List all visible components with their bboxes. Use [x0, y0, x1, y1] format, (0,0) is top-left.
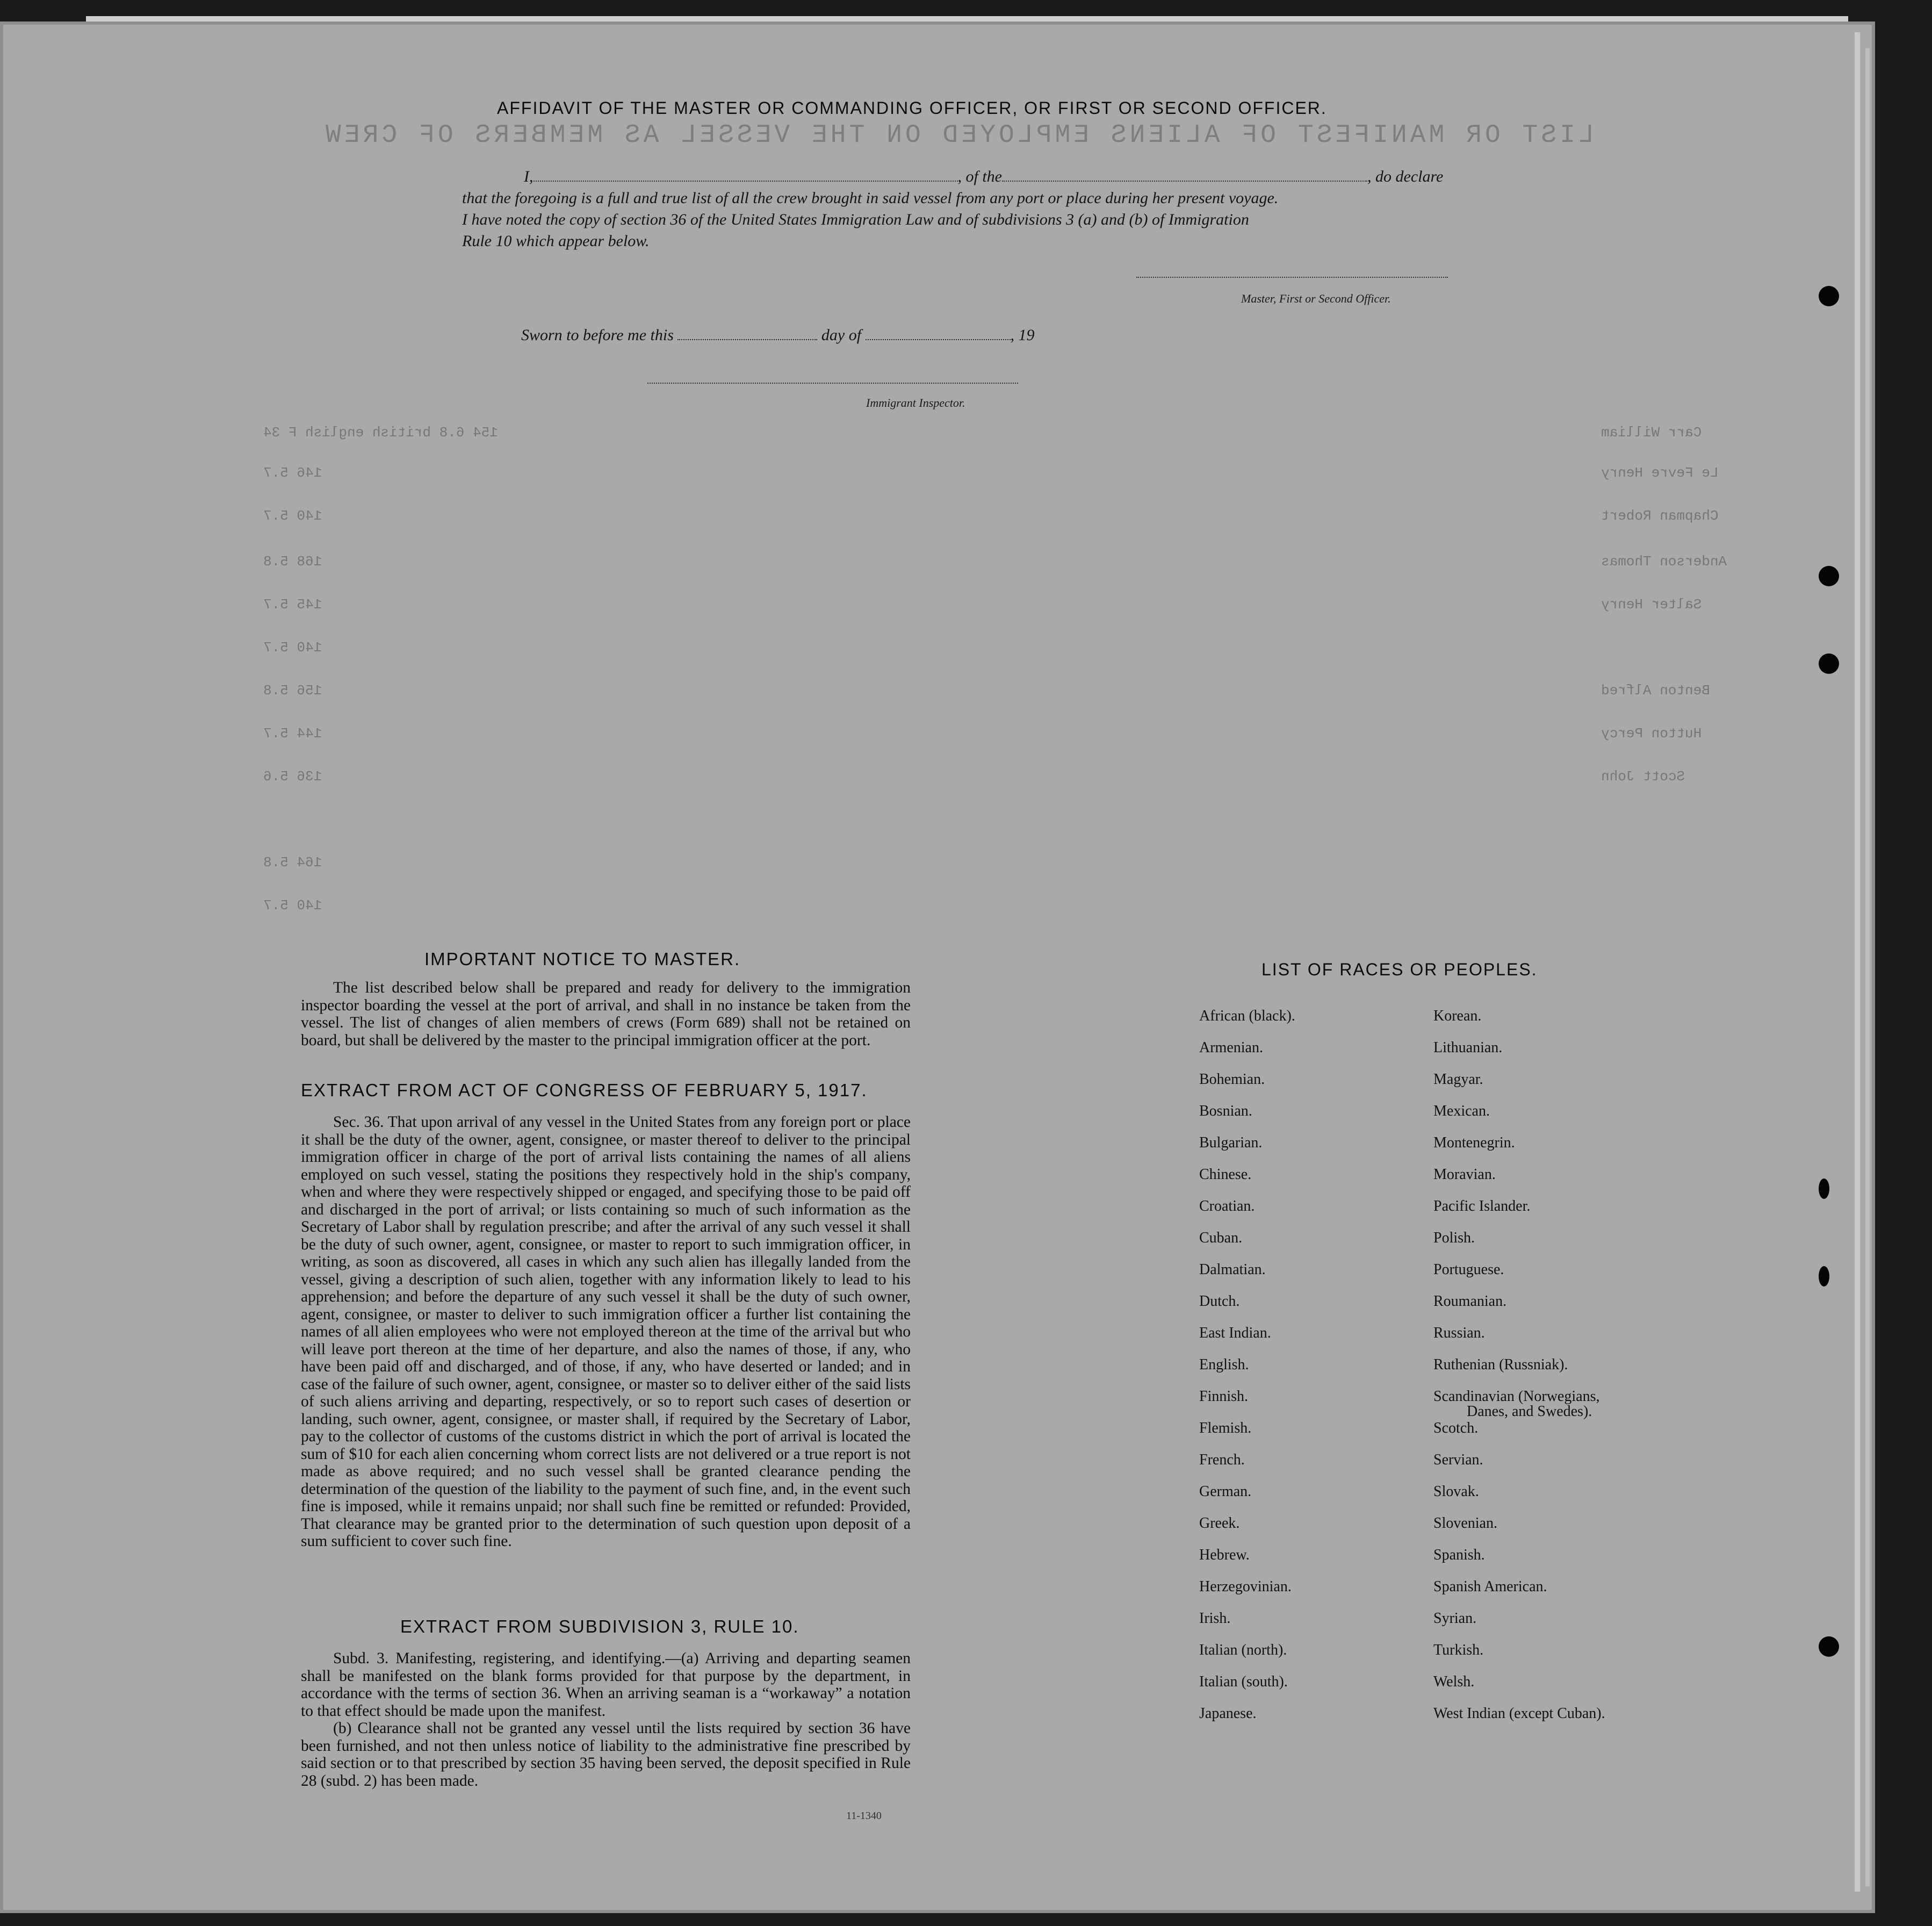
inspector-label: Immigrant Inspector. — [866, 396, 965, 409]
page-edge-right-back — [1865, 48, 1870, 1886]
race-item: Servian. — [1433, 1451, 1483, 1468]
race-item: Korean. — [1433, 1008, 1482, 1024]
form-number: 11-1340 — [846, 1810, 882, 1822]
race-item: Polish. — [1433, 1230, 1475, 1246]
race-item: Slovak. — [1433, 1483, 1479, 1500]
affidavit-do-declare: , do declare — [1367, 168, 1444, 185]
sworn-month-blank[interactable] — [866, 339, 1011, 340]
affidavit-line-4: Rule 10 which appear below. — [462, 232, 650, 250]
race-item: Russian. — [1433, 1325, 1485, 1341]
rule-heading: EXTRACT FROM SUBDIVISION 3, RULE 10. — [400, 1616, 799, 1636]
sworn-day-blank[interactable] — [677, 339, 817, 340]
race-item: Magyar. — [1433, 1071, 1483, 1088]
race-item: Greek. — [1199, 1515, 1240, 1532]
race-item: Moravian. — [1433, 1166, 1496, 1183]
race-item: Bohemian. — [1199, 1071, 1265, 1088]
act-text: Sec. 36. That upon arrival of any vessel in the United States from any foreign port or place it shall be the duty of the owner, agent, consignee, or master thereof to deliver to the principal immigration officer in charge of the port of arrival lists containing the names of all aliens employed on such vessel, stating the positions they respectively hold in the ship's company, when and where they were respectively shipped or engaged, and specifying those to be paid off and discharged in the port of arrival; or lists containing so much of such information as the Secretary of Labor shall by regulation prescribe; and after the arrival of any such vessel it shall be the duty of such owner, agent, consignee, or master to report to such immigration officer, in writing, as soon as discovered, all cases in which any such alien has illegally landed from the vessel, giving a description of such alien, together with any information likely to lead to his apprehension; and before the departure of any such vessel it shall be the duty of such owner, agent, consignee, or master to deliver to such immigration officer a further list containing the names of all alien employees who were not employed thereon at the time of the arrival but who will leave port thereon at the time of her departure, and also the names of those, if any, who have been paid off and discharged, and of those, if any, who have deserted or landed; and in case of the failure of such owner, agent, consignee, or master so to deliver either of the said lists of such aliens arriving and departing, respectively, or so to report such cases of desertion or landing, such owner, agent, consignee, or master shall, if required by the Secretary of Labor, pay to the collector of customs of the customs district in which the port of arrival is located the sum of $10 for each alien concerning whom correct lists are not delivered or a true report is not made as above required; and no such vessel shall be granted clearance pending the determination of the question of the liability to the payment of such fine, and, in the event such fine is imposed, while it remains unpaid; nor shall such fine be remitted or refunded: Provided, That clearance may be granted prior to the determination of such question upon deposit of a sum sufficient to cover such fine. — [301, 1113, 911, 1550]
affidavit-i: I, — [524, 168, 534, 185]
race-item: Japanese. — [1199, 1705, 1257, 1722]
race-item: Dalmatian. — [1199, 1261, 1266, 1278]
page-edge-right — [1855, 32, 1860, 1892]
race-item: Finnish. — [1199, 1388, 1249, 1405]
race-item: Cuban. — [1199, 1230, 1243, 1246]
race-item: Syrian. — [1433, 1610, 1477, 1627]
affidavit-line-3: I have noted the copy of section 36 of the United States Immigration Law and of subdivisions 3 (a) and (b) of Immigration — [462, 211, 1249, 228]
race-item: East Indian. — [1199, 1325, 1271, 1341]
affidavit-heading: AFFIDAVIT OF THE MASTER OR COMMANDING OFFICER, OR FIRST OR SECOND OFFICER. — [497, 98, 1327, 118]
race-item: Chinese. — [1199, 1166, 1252, 1183]
race-item: Hebrew. — [1199, 1547, 1250, 1563]
race-item: West Indian (except Cuban). — [1433, 1705, 1605, 1722]
race-item: English. — [1199, 1356, 1249, 1373]
punch-hole — [1819, 653, 1839, 674]
rule-text-a: Subd. 3. Manifesting, registering, and identifying.—(a) Arriving and departing seamen shall be manifested on the blank forms provided for that purpose by the department, in accordance with the terms of section 36. When an arriving seaman is a “workaway” a notation to that effect should be made upon the manifest. — [301, 1650, 911, 1720]
race-item: Scotch. — [1433, 1420, 1479, 1436]
officer-signature-line[interactable] — [1136, 277, 1448, 278]
inspector-signature-line[interactable] — [647, 383, 1018, 384]
sworn-year: , 19 — [1010, 326, 1035, 344]
sworn-line — [521, 326, 1035, 344]
punch-hole — [1819, 566, 1839, 586]
race-item: Ruthenian (Russniak). — [1433, 1356, 1568, 1373]
race-item: Bosnian. — [1199, 1103, 1252, 1119]
punch-hole — [1819, 1178, 1829, 1199]
race-item: Armenian. — [1199, 1039, 1263, 1056]
punch-hole — [1819, 286, 1839, 306]
race-item: Portuguese. — [1433, 1261, 1504, 1278]
officer-label: Master, First or Second Officer. — [1241, 292, 1391, 305]
race-item: Slovenian. — [1433, 1515, 1497, 1532]
race-item: Croatian. — [1199, 1198, 1255, 1214]
race-item: Herzegovinian. — [1199, 1578, 1292, 1595]
notice-text: The list described below shall be prepared and ready for delivery to the immigration inspector boarding the vessel at the port of arrival, and shall in no instance be taken from the vessel. The list of changes of alien members of crews (Form 689) shall not be retained on board, but shall be delivered by the master to the principal immigration officer at the port. — [301, 979, 911, 1049]
race-item: Spanish. — [1433, 1547, 1485, 1563]
rule-paragraph — [301, 1650, 911, 1790]
affidavit-line-1 — [524, 168, 1443, 186]
race-item: Spanish American. — [1433, 1578, 1547, 1595]
race-item: Bulgarian. — [1199, 1134, 1263, 1151]
race-item: Flemish. — [1199, 1420, 1252, 1436]
punch-hole — [1819, 1266, 1829, 1287]
affidavit-of-the: , of the — [957, 168, 1002, 185]
notice-heading: IMPORTANT NOTICE TO MASTER. — [424, 949, 741, 969]
vessel-blank[interactable] — [1002, 181, 1367, 182]
document-page — [0, 21, 1875, 1913]
race-item: Scandinavian (Norwegians, — [1433, 1388, 1600, 1405]
race-item: Pacific Islander. — [1433, 1198, 1531, 1214]
race-item: Turkish. — [1433, 1642, 1484, 1658]
race-item: African (black). — [1199, 1008, 1295, 1024]
race-item: Welsh. — [1433, 1673, 1475, 1690]
race-item: Roumanian. — [1433, 1293, 1507, 1310]
races-heading: LIST OF RACES OR PEOPLES. — [1261, 960, 1538, 979]
name-blank[interactable] — [534, 181, 958, 182]
act-paragraph — [301, 1113, 911, 1550]
race-item: Dutch. — [1199, 1293, 1240, 1310]
race-item: Danes, and Swedes). — [1467, 1403, 1592, 1420]
race-item: Mexican. — [1433, 1103, 1490, 1119]
race-item: Irish. — [1199, 1610, 1231, 1627]
race-item: Italian (south). — [1199, 1673, 1288, 1690]
affidavit-line-2: that the foregoing is a full and true list of all the crew brought in said vessel from any port or place during her present voyage. — [462, 189, 1279, 207]
page-edge-top — [86, 16, 1848, 21]
race-item: Italian (north). — [1199, 1642, 1287, 1658]
race-item: Montenegrin. — [1433, 1134, 1515, 1151]
sworn-day-of: day of — [821, 326, 862, 344]
act-heading: EXTRACT FROM ACT OF CONGRESS OF FEBRUARY 5, 1917. — [301, 1080, 868, 1100]
notice-paragraph — [301, 979, 911, 1049]
race-item: French. — [1199, 1451, 1245, 1468]
race-item: Lithuanian. — [1433, 1039, 1503, 1056]
sworn-label: Sworn to before me this — [521, 326, 674, 344]
race-item: German. — [1199, 1483, 1252, 1500]
punch-hole — [1819, 1636, 1839, 1657]
rule-text-b: (b) Clearance shall not be granted any vessel until the lists required by section 36 have been furnished, and not then unless notice of liability to the administrative fine prescribed by said section or to that prescribed by section 35 having been served, the deposit specified in Rule 28 (subd. 2) has been made. — [301, 1720, 911, 1790]
